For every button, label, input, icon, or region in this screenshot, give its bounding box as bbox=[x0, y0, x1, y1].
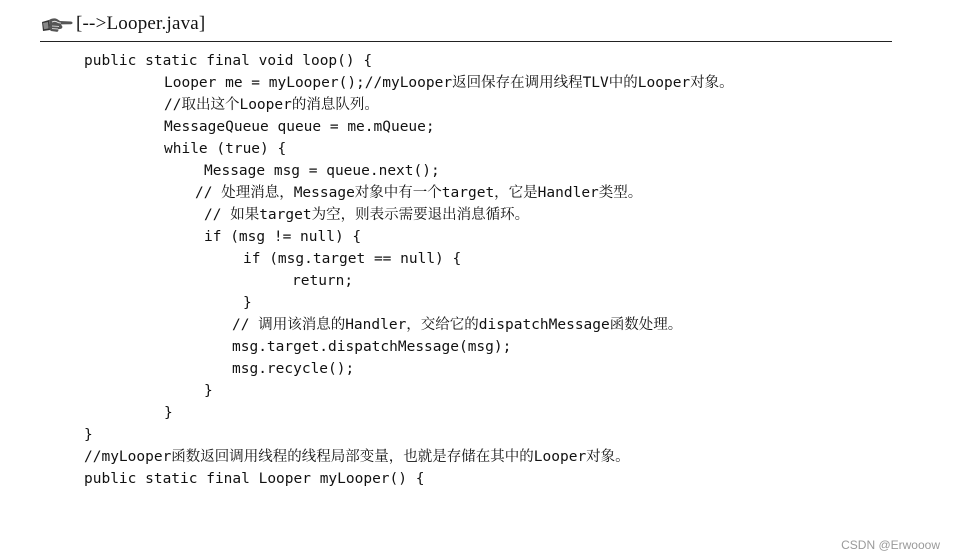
code-comment: // 处理消息，Message对象中有一个target，它是Handler类型。 bbox=[195, 185, 643, 201]
code-comment: //myLooper函数返回调用线程的线程局部变量，也就是存储在其中的Looper对象。 bbox=[84, 449, 630, 465]
code-comment: //取出这个Looper的消息队列。 bbox=[164, 97, 379, 113]
file-title: [-->Looper.java] bbox=[76, 13, 206, 34]
code-line: msg.recycle(); bbox=[232, 361, 355, 377]
code-line: msg.target.dispatchMessage(msg); bbox=[232, 339, 512, 355]
code-comment: // 调用该消息的Handler，交给它的dispatchMessage函数处理。 bbox=[232, 317, 683, 333]
code-line: while (true) { bbox=[164, 141, 287, 157]
code-line: Message msg = queue.next(); bbox=[204, 163, 440, 179]
code-line: } bbox=[84, 427, 93, 443]
code-line: public static final void loop() { bbox=[84, 53, 373, 69]
file-header bbox=[40, 10, 205, 38]
code-line: return; bbox=[292, 273, 354, 289]
code-line: MessageQueue queue = me.mQueue; bbox=[164, 119, 435, 135]
code-line: if (msg.target == null) { bbox=[243, 251, 462, 267]
code-line: } bbox=[204, 383, 213, 399]
watermark: CSDN @Erwooow bbox=[841, 538, 940, 552]
code-comment: // 如果target为空，则表示需要退出消息循环。 bbox=[204, 207, 530, 223]
code-line: public static final Looper myLooper() { bbox=[84, 471, 425, 487]
code-line: Looper me = myLooper();//myLooper返回保存在调用线程TLV中的Looper对象。 bbox=[164, 75, 734, 91]
code-line: } bbox=[164, 405, 173, 421]
code-line: if (msg != null) { bbox=[204, 229, 362, 245]
pointing-hand-icon bbox=[40, 12, 74, 36]
header-divider bbox=[40, 41, 892, 42]
code-line: } bbox=[243, 295, 252, 311]
